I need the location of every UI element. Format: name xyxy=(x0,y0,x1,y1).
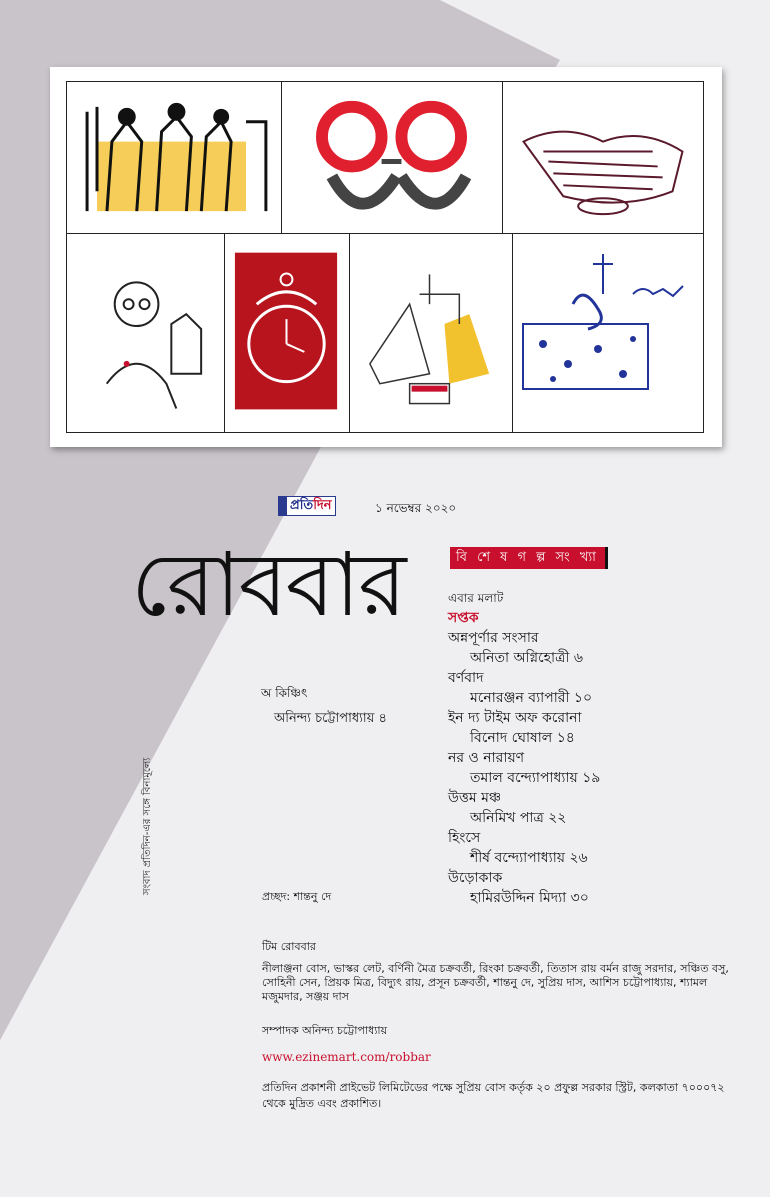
toc-story: উড়োকাক xyxy=(448,870,503,886)
editor-credit: সম্পাদক অনিন্দ্য চট্টোপাধ্যায় xyxy=(262,1024,388,1037)
illustration-handcuffs xyxy=(282,82,503,234)
website-link[interactable]: www.ezinemart.com/robbar xyxy=(262,1050,431,1064)
toc-author: বিনোদ ঘোষাল ১৪ xyxy=(470,730,575,746)
vertical-note: সংবাদ প্রতিদিন-এর সঙ্গে বিনামূল্যে xyxy=(142,757,153,895)
illustration-money-hands xyxy=(503,82,704,234)
toc-story: অন্নপূর্ণার সংসার xyxy=(448,630,539,646)
toc-author: অনিমিখ পাত্র ২২ xyxy=(470,810,567,826)
kinchit-author: অনিন্দ্য চট্টোপাধ্যায় ৪ xyxy=(274,711,387,726)
magazine-title: রোববার xyxy=(131,533,405,636)
toc-story: বর্ণবাদ xyxy=(448,670,484,686)
cover-credit: প্রচ্ছদ: শান্তনু দে xyxy=(262,890,332,903)
illustration-family-sketch xyxy=(67,82,282,234)
toc-author: তমাল বন্দ্যোপাধ্যায় ১৯ xyxy=(470,770,601,786)
logo-main: প্রতি xyxy=(290,498,314,513)
toc-author: হামিরউদ্দিন মিদ্যা ৩০ xyxy=(470,890,589,906)
toc-author: অনিতা অগ্নিহোত্রী ৬ xyxy=(470,650,583,666)
illustration-grid xyxy=(66,81,704,433)
issue-date: ১ নভেম্বর ২০২০ xyxy=(375,501,457,515)
toc-author: শীর্ষ বন্দ্যোপাধ্যায় ২৬ xyxy=(470,850,588,866)
team-heading: টিম রোববার xyxy=(262,940,316,953)
toc-heading: এবার মলাট xyxy=(448,591,504,605)
illustration-blue-doodle xyxy=(513,234,704,432)
brand-logo xyxy=(278,497,336,515)
toc-story: উত্তম মঞ্চ xyxy=(448,790,502,806)
brand-mark-icon xyxy=(279,497,287,515)
banner-edge xyxy=(605,547,608,569)
logo-accent: দিন xyxy=(313,498,332,513)
table-of-contents xyxy=(448,588,748,908)
illustration-women-scene xyxy=(350,234,513,432)
illustration-clock xyxy=(225,234,350,432)
illustration-old-man xyxy=(67,234,225,432)
illustration-panel xyxy=(50,67,722,447)
toc-section: সপ্তক xyxy=(448,610,479,626)
team-members: নীলাঞ্জনা বোস, ভাস্কর লেট, বর্ণিনী মৈত্র চক্রবর্তী, রিংকা চক্রবর্তী, তিতাস রায় বর্মন রাজু সরদার, সঞ্চিত বসু, সোহিনী সেন, প্রিয়ক মিত্র, বিদ্যুৎ রায়, প্রসূন চক্রবর্তী, শান্তনু দে, সুপ্রিয় দাস, আশিস চট্টোপাধ্যায়, শ্যামল মজুমদার, সঞ্জয় দাস xyxy=(262,962,729,1003)
toc-story: হিংসে xyxy=(448,830,481,846)
kinchit-label: অ কিঞ্চিৎ xyxy=(261,686,308,700)
toc-story: ইন দ্য টাইম অফ করোনা xyxy=(448,710,582,726)
toc-author: মনোরঞ্জন ব্যাপারী ১০ xyxy=(470,690,593,706)
toc-story: নর ও নারায়ণ xyxy=(448,750,525,766)
special-issue-banner: বি শে ষ গ ল্প সং খ্যা xyxy=(450,547,608,569)
imprint-text: প্রতিদিন প্রকাশনী প্রাইভেট লিমিটেডের পক্ষে সুপ্রিয় বোস কর্তৃক ২০ প্রফুল্ল সরকার স্ট্রিট, কলকাতা ৭০০০৭২ থেকে মুদ্রিত এবং প্রকাশিত। xyxy=(262,1081,725,1110)
